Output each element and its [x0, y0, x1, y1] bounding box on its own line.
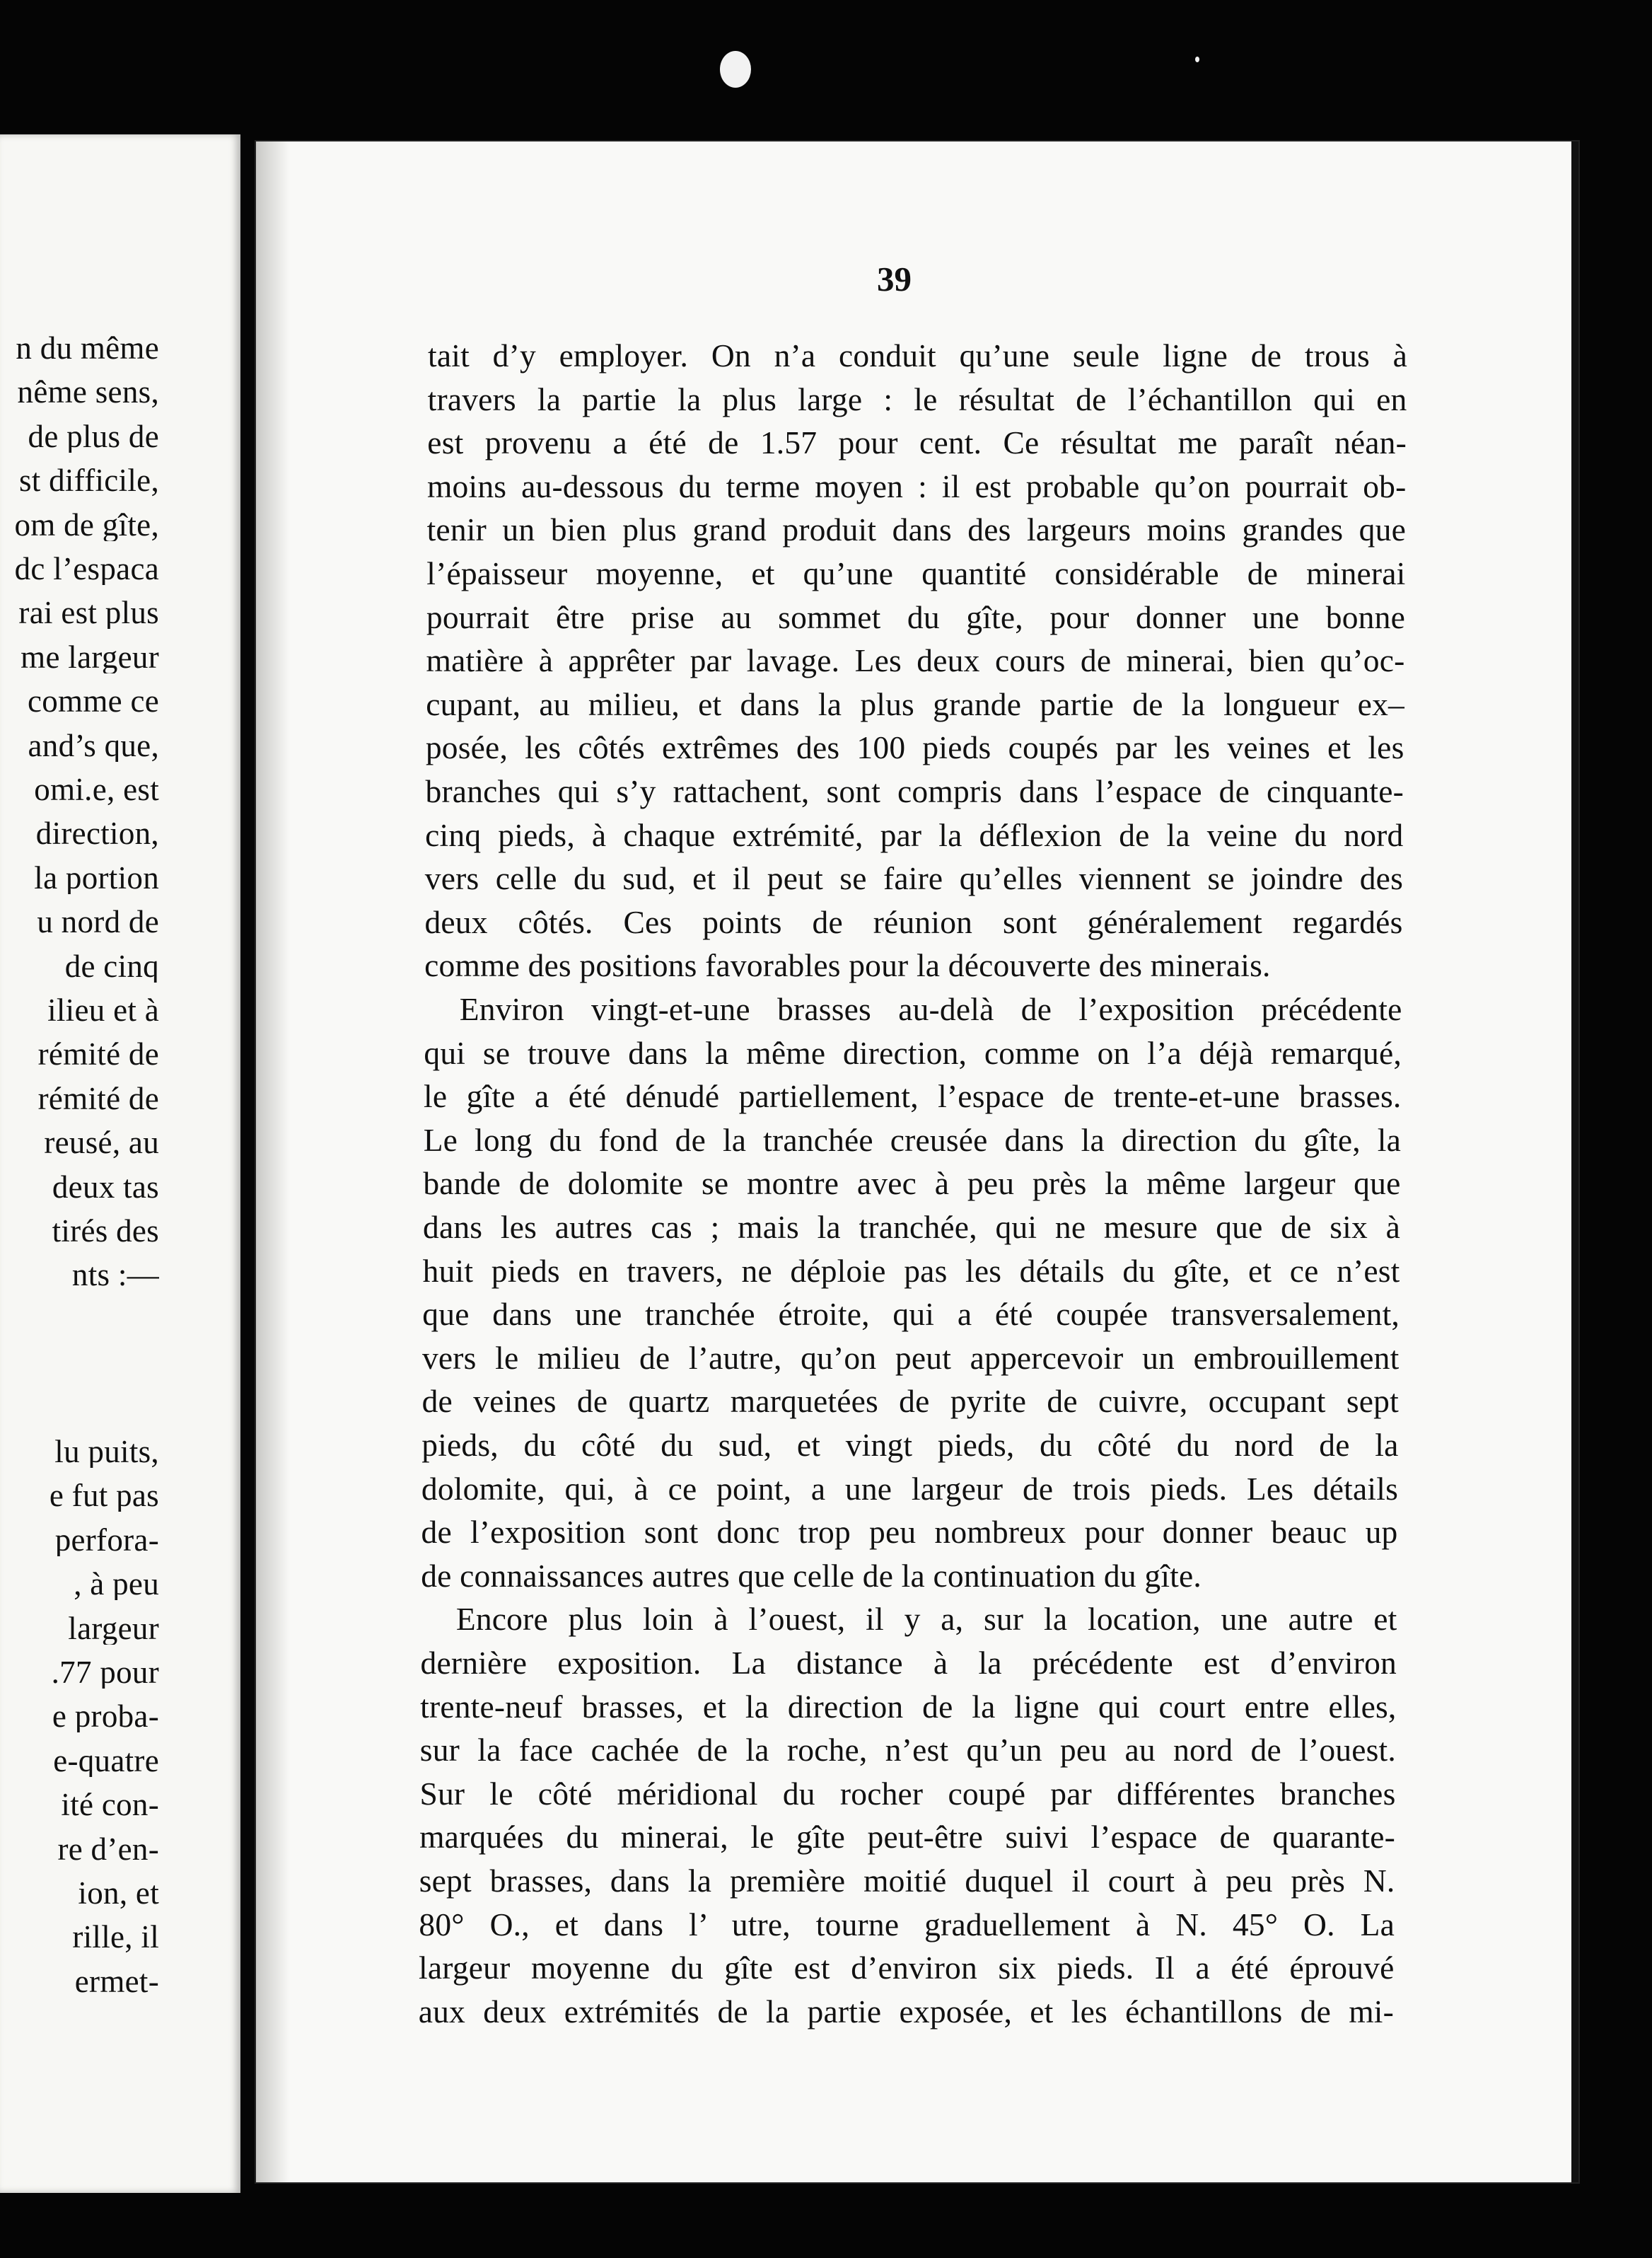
- left-text-line: e fut pas: [49, 1480, 159, 1512]
- left-text-line: rémité de: [37, 1082, 159, 1115]
- left-text-line: rille, il: [72, 1921, 159, 1954]
- text-line: dernière exposition. La distance à la précédente est d’environ: [420, 1645, 1397, 1681]
- text-line: de veines de quartz marquetées de pyrite de cuivre, occupant sept: [421, 1383, 1399, 1420]
- left-text-line: ion, et: [78, 1877, 159, 1909]
- left-text-line: st difficile,: [18, 465, 159, 497]
- left-text-line: ité con-: [61, 1789, 159, 1822]
- left-text-line: u nord de: [37, 906, 159, 939]
- left-text-line: e proba-: [52, 1701, 159, 1733]
- left-text-line: me largeur: [21, 641, 159, 673]
- text-line: pourrait être prise au sommet du gîte, pour donner une bonne: [426, 598, 1405, 635]
- left-text-line: perfora-: [54, 1524, 159, 1556]
- text-line: Le long du fond de la tranchée creusée dans la direction du gîte, la: [423, 1121, 1401, 1158]
- left-text-line: dc l’espaca: [14, 553, 159, 585]
- text-line: est provenu a été de 1.57 pour cent. Ce résultat me paraît néan-: [427, 424, 1407, 461]
- text-line: deux côtés. Ces points de réunion sont généralement regardés: [424, 903, 1403, 940]
- left-text-line: deux tas: [52, 1171, 159, 1203]
- text-line: matière à apprêter par lavage. Les deux cours de minerai, bien qu’oc-: [426, 642, 1405, 679]
- left-text-line: lu puits,: [54, 1436, 159, 1468]
- left-text-line: ilieu et à: [47, 995, 159, 1026]
- text-line: branches qui s’y rattachent, sont compris dans l’espace de cinquante-: [425, 773, 1404, 809]
- left-text-line: n du même: [16, 332, 159, 364]
- text-line: tenir un bien plus grand produit dans des largeurs moins grandes que: [426, 511, 1406, 548]
- left-text-line: ermet-: [74, 1965, 159, 1998]
- text-line: l’épaisseur moyenne, et qu’une quantité considérable de minerai: [426, 555, 1406, 591]
- left-text-line: e-quatre: [53, 1744, 159, 1777]
- text-line: 80° O., et dans l’ utre, tourne graduellement à N. 45° O. La: [419, 1906, 1395, 1943]
- left-text-line: nême sens,: [17, 376, 159, 409]
- left-text-line: rémité de: [37, 1038, 159, 1071]
- left-text-line: re d’en-: [57, 1833, 159, 1865]
- text-line: cinq pieds, à chaque extrémité, par la déflexion de la veine du nord: [425, 816, 1404, 853]
- left-text-line: la portion: [34, 862, 159, 894]
- left-text-line: om de gîte,: [14, 509, 159, 541]
- text-line: Environ vingt-et-une brasses au-delà de l’exposition précédente: [459, 991, 1402, 1027]
- text-line: pieds, du côté du sud, et vingt pieds, du côté du nord de la: [421, 1427, 1399, 1463]
- left-text-line: de plus de: [28, 420, 159, 453]
- text-line: sept brasses, dans la première moitié duquel il court à peu près N.: [419, 1863, 1395, 1899]
- gutter-shadow: [256, 141, 290, 2182]
- text-line: de connaissances autres que celle de la continuation du gîte.: [421, 1557, 1202, 1594]
- left-text-line: de cinq: [64, 950, 159, 983]
- left-text-line: reusé, au: [44, 1127, 159, 1159]
- text-line: Encore plus loin à l’ouest, il y a, sur la location, une autre et: [455, 1601, 1397, 1638]
- text-line: cupant, au milieu, et dans la plus grande partie de la longueur ex–: [426, 685, 1404, 722]
- text-line: qui se trouve dans la même direction, comme on l’a déjà remarqué,: [424, 1034, 1402, 1071]
- text-line: comme des positions favorables pour la découverte des minerais.: [424, 947, 1271, 984]
- left-text-line: .77 pour: [51, 1657, 159, 1689]
- page-number: 39: [877, 260, 912, 299]
- text-line: que dans une tranchée étroite, qui a été coupée transversalement,: [422, 1296, 1400, 1333]
- text-line: vers le milieu de l’autre, qu’on peut appercevoir un embrouillement: [421, 1339, 1400, 1376]
- left-text-line: tirés des: [52, 1215, 159, 1247]
- scan-speck: [720, 51, 751, 88]
- left-text-line: nts :—: [71, 1259, 159, 1292]
- left-text-line: rai est plus: [18, 597, 159, 630]
- text-line: posée, les côtés extrêmes des 100 pieds coupés par les veines et les: [425, 729, 1404, 766]
- left-text-line: , à peu: [74, 1568, 159, 1601]
- left-text-line: omi.e, est: [34, 774, 159, 806]
- text-line: dolomite, qui, à ce point, a une largeur de trois pieds. Les détails: [421, 1470, 1398, 1507]
- text-line: tait d’y employer. On n’a conduit qu’une seule ligne de trous à: [428, 337, 1407, 374]
- left-text-line: direction,: [35, 818, 159, 850]
- text-line: trente-neuf brasses, et la direction de la ligne qui court entre elles,: [420, 1688, 1397, 1725]
- left-text-line: largeur: [68, 1612, 159, 1645]
- text-line: vers celle du sud, et il peut se faire qu’elles viennent se joindre des: [424, 860, 1403, 897]
- left-text-line: comme ce: [27, 685, 159, 718]
- text-line: moins au-dessous du terme moyen : il est probable qu’on pourrait ob-: [426, 468, 1407, 504]
- text-line: travers la partie la plus large : le résultat de l’échantillon qui en: [427, 381, 1407, 417]
- text-line: de l’exposition sont donc trop peu nombreux pour donner beauc up: [421, 1514, 1398, 1551]
- text-line: largeur moyenne du gîte est d’environ six pieds. Il a été éprouvé: [419, 1950, 1395, 1986]
- scan-speck: [1195, 57, 1199, 62]
- left-text-line: and’s que,: [28, 729, 159, 762]
- text-line: bande de dolomite se montre avec à peu près la même largeur que: [423, 1165, 1401, 1202]
- text-line: marquées du minerai, le gîte peut-être suivi l’espace de quarante-: [419, 1819, 1395, 1855]
- text-line: le gîte a été dénudé partiellement, l’espace de trente-et-une brasses.: [424, 1078, 1402, 1115]
- text-line: dans les autres cas ; mais la tranchée, qui ne mesure que de six à: [423, 1209, 1400, 1245]
- text-line: aux deux extrémités de la partie exposée, et les échantillons de mi-: [418, 1993, 1394, 2030]
- text-line: Sur le côté méridional du rocher coupé par différentes branches: [419, 1775, 1396, 1812]
- text-line: huit pieds en travers, ne déploie pas les détails du gîte, et ce n’est: [422, 1252, 1400, 1289]
- text-line: sur la face cachée de la roche, n’est qu’un peu au nord de l’ouest.: [419, 1732, 1396, 1768]
